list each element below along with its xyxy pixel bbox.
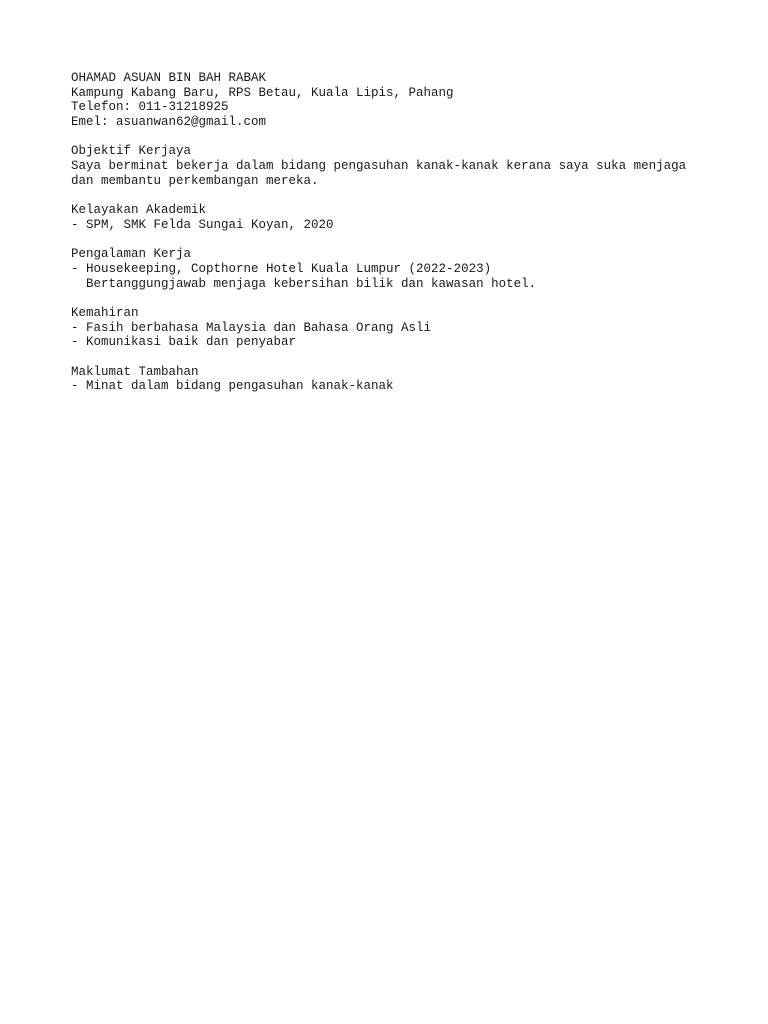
objective-heading: Objektif Kerjaya (71, 144, 192, 159)
experience-section (71, 247, 751, 291)
resume-document (71, 71, 751, 394)
spacer (71, 189, 751, 204)
objective-text-line: Saya berminat bekerja dalam bidang pengasuhan kanak-kanak kerana saya suka menjaga (71, 159, 687, 174)
applicant-phone: Telefon: 011-31218925 (71, 100, 229, 115)
experience-item-detail: Bertanggungjawab menjaga kebersihan bilik dan kawasan hotel. (71, 276, 537, 291)
skills-item: - Fasih berbahasa Malaysia dan Bahasa Orang Asli (71, 320, 432, 335)
additional-info-section (71, 365, 751, 394)
spacer (71, 291, 751, 306)
additional-info-item: - Minat dalam bidang pengasuhan kanak-kanak (71, 379, 394, 394)
experience-item: - Housekeeping, Copthorne Hotel Kuala Lumpur (2022-2023) (71, 261, 492, 276)
applicant-name: OHAMAD ASUAN BIN BAH RABAK (71, 71, 267, 85)
spacer (71, 350, 751, 365)
skills-item: - Komunikasi baik dan penyabar (71, 335, 297, 350)
experience-heading: Pengalaman Kerja (71, 247, 192, 262)
contact-section (71, 71, 751, 130)
spacer (71, 130, 751, 145)
objective-section (71, 144, 751, 188)
education-heading: Kelayakan Akademik (71, 203, 207, 218)
skills-heading: Kemahiran (71, 306, 139, 320)
education-item: - SPM, SMK Felda Sungai Koyan, 2020 (71, 217, 334, 232)
applicant-email: Emel: asuanwan62@gmail.com (71, 115, 267, 130)
additional-info-heading: Maklumat Tambahan (71, 364, 199, 379)
spacer (71, 233, 751, 248)
education-section (71, 203, 751, 232)
skills-section (71, 306, 751, 350)
applicant-address: Kampung Kabang Baru, RPS Betau, Kuala Lipis, Pahang (71, 85, 454, 100)
objective-text-line: dan membantu perkembangan mereka. (71, 173, 319, 188)
